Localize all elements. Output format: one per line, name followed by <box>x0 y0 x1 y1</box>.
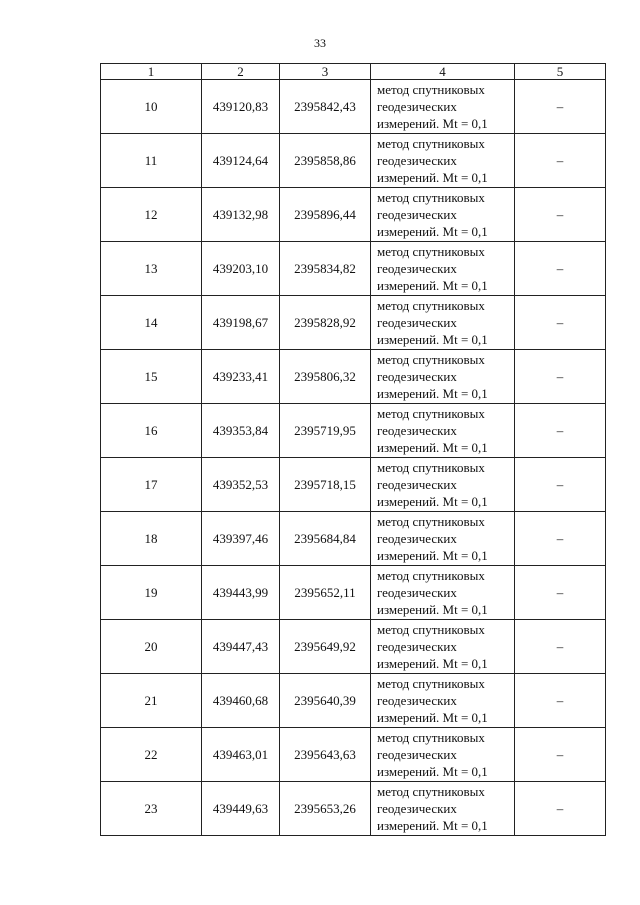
method-line: геодезических <box>377 153 457 168</box>
method-line: измерений. Mt = 0,1 <box>377 602 488 617</box>
method-line: измерений. Mt = 0,1 <box>377 116 488 131</box>
table-row <box>101 620 606 674</box>
method-line: геодезических <box>377 639 457 654</box>
value-cell: – <box>515 728 606 782</box>
table-row <box>101 350 606 404</box>
column-header: 5 <box>515 64 606 80</box>
table-row <box>101 512 606 566</box>
method-line: метод спутниковых <box>377 514 485 529</box>
method-line: геодезических <box>377 261 457 276</box>
method-line: измерений. Mt = 0,1 <box>377 170 488 185</box>
table-row <box>101 728 606 782</box>
method-line: измерений. Mt = 0,1 <box>377 818 488 833</box>
x-coordinate-cell: 439198,67 <box>202 296 280 350</box>
y-coordinate-cell: 2395842,43 <box>280 80 371 134</box>
method-line: измерений. Mt = 0,1 <box>377 440 488 455</box>
point-number-cell: 22 <box>101 728 202 782</box>
value-cell: – <box>515 80 606 134</box>
x-coordinate-cell: 439120,83 <box>202 80 280 134</box>
x-coordinate-cell: 439460,68 <box>202 674 280 728</box>
method-line: геодезических <box>377 423 457 438</box>
x-coordinate-cell: 439203,10 <box>202 242 280 296</box>
method-line: измерений. Mt = 0,1 <box>377 224 488 239</box>
column-header: 2 <box>202 64 280 80</box>
table-row <box>101 242 606 296</box>
method-line: метод спутниковых <box>377 460 485 475</box>
method-cell <box>371 728 515 782</box>
y-coordinate-cell: 2395719,95 <box>280 404 371 458</box>
method-line: метод спутниковых <box>377 298 485 313</box>
table-row <box>101 188 606 242</box>
method-line: измерений. Mt = 0,1 <box>377 278 488 293</box>
table-row <box>101 80 606 134</box>
x-coordinate-cell: 439397,46 <box>202 512 280 566</box>
method-line: геодезических <box>377 315 457 330</box>
method-cell <box>371 350 515 404</box>
y-coordinate-cell: 2395684,84 <box>280 512 371 566</box>
value-cell: – <box>515 242 606 296</box>
x-coordinate-cell: 439352,53 <box>202 458 280 512</box>
method-line: геодезических <box>377 747 457 762</box>
method-cell <box>371 566 515 620</box>
method-cell <box>371 80 515 134</box>
method-line: геодезических <box>377 99 457 114</box>
x-coordinate-cell: 439447,43 <box>202 620 280 674</box>
y-coordinate-cell: 2395652,11 <box>280 566 371 620</box>
table-row <box>101 458 606 512</box>
method-line: геодезических <box>377 369 457 384</box>
method-line: измерений. Mt = 0,1 <box>377 332 488 347</box>
value-cell: – <box>515 512 606 566</box>
method-cell <box>371 620 515 674</box>
method-cell <box>371 404 515 458</box>
coordinates-table <box>100 63 606 836</box>
value-cell: – <box>515 620 606 674</box>
x-coordinate-cell: 439124,64 <box>202 134 280 188</box>
method-cell <box>371 512 515 566</box>
x-coordinate-cell: 439132,98 <box>202 188 280 242</box>
method-line: метод спутниковых <box>377 136 485 151</box>
value-cell: – <box>515 782 606 836</box>
method-cell <box>371 242 515 296</box>
point-number-cell: 12 <box>101 188 202 242</box>
method-line: метод спутниковых <box>377 622 485 637</box>
value-cell: – <box>515 674 606 728</box>
method-line: геодезических <box>377 585 457 600</box>
value-cell: – <box>515 134 606 188</box>
method-cell <box>371 458 515 512</box>
point-number-cell: 20 <box>101 620 202 674</box>
method-line: геодезических <box>377 477 457 492</box>
y-coordinate-cell: 2395806,32 <box>280 350 371 404</box>
table-row <box>101 296 606 350</box>
method-cell <box>371 134 515 188</box>
page-number: 33 <box>314 36 326 50</box>
value-cell: – <box>515 350 606 404</box>
method-line: метод спутниковых <box>377 82 485 97</box>
value-cell: – <box>515 458 606 512</box>
table-row <box>101 134 606 188</box>
column-header: 4 <box>371 64 515 80</box>
x-coordinate-cell: 439463,01 <box>202 728 280 782</box>
column-header: 3 <box>280 64 371 80</box>
value-cell: – <box>515 566 606 620</box>
point-number-cell: 15 <box>101 350 202 404</box>
y-coordinate-cell: 2395858,86 <box>280 134 371 188</box>
method-line: метод спутниковых <box>377 568 485 583</box>
x-coordinate-cell: 439443,99 <box>202 566 280 620</box>
point-number-cell: 21 <box>101 674 202 728</box>
x-coordinate-cell: 439353,84 <box>202 404 280 458</box>
method-line: метод спутниковых <box>377 352 485 367</box>
method-line: измерений. Mt = 0,1 <box>377 386 488 401</box>
y-coordinate-cell: 2395653,26 <box>280 782 371 836</box>
method-line: измерений. Mt = 0,1 <box>377 548 488 563</box>
method-line: метод спутниковых <box>377 784 485 799</box>
y-coordinate-cell: 2395640,39 <box>280 674 371 728</box>
y-coordinate-cell: 2395834,82 <box>280 242 371 296</box>
point-number-cell: 23 <box>101 782 202 836</box>
method-line: метод спутниковых <box>377 406 485 421</box>
method-line: геодезических <box>377 531 457 546</box>
method-cell <box>371 296 515 350</box>
point-number-cell: 19 <box>101 566 202 620</box>
method-cell <box>371 674 515 728</box>
method-cell <box>371 188 515 242</box>
method-line: измерений. Mt = 0,1 <box>377 764 488 779</box>
column-header: 1 <box>101 64 202 80</box>
y-coordinate-cell: 2395718,15 <box>280 458 371 512</box>
y-coordinate-cell: 2395896,44 <box>280 188 371 242</box>
x-coordinate-cell: 439233,41 <box>202 350 280 404</box>
point-number-cell: 14 <box>101 296 202 350</box>
point-number-cell: 13 <box>101 242 202 296</box>
y-coordinate-cell: 2395649,92 <box>280 620 371 674</box>
value-cell: – <box>515 296 606 350</box>
point-number-cell: 10 <box>101 80 202 134</box>
method-line: метод спутниковых <box>377 676 485 691</box>
header-row <box>101 64 606 80</box>
table-row <box>101 782 606 836</box>
value-cell: – <box>515 404 606 458</box>
method-line: геодезических <box>377 207 457 222</box>
y-coordinate-cell: 2395643,63 <box>280 728 371 782</box>
point-number-cell: 16 <box>101 404 202 458</box>
method-line: геодезических <box>377 801 457 816</box>
point-number-cell: 18 <box>101 512 202 566</box>
method-cell <box>371 782 515 836</box>
method-line: метод спутниковых <box>377 244 485 259</box>
method-line: геодезических <box>377 693 457 708</box>
point-number-cell: 17 <box>101 458 202 512</box>
y-coordinate-cell: 2395828,92 <box>280 296 371 350</box>
method-line: измерений. Mt = 0,1 <box>377 710 488 725</box>
value-cell: – <box>515 188 606 242</box>
method-line: измерений. Mt = 0,1 <box>377 494 488 509</box>
method-line: метод спутниковых <box>377 190 485 205</box>
method-line: метод спутниковых <box>377 730 485 745</box>
table-row <box>101 566 606 620</box>
table-row <box>101 404 606 458</box>
x-coordinate-cell: 439449,63 <box>202 782 280 836</box>
table-row <box>101 674 606 728</box>
method-line: измерений. Mt = 0,1 <box>377 656 488 671</box>
point-number-cell: 11 <box>101 134 202 188</box>
